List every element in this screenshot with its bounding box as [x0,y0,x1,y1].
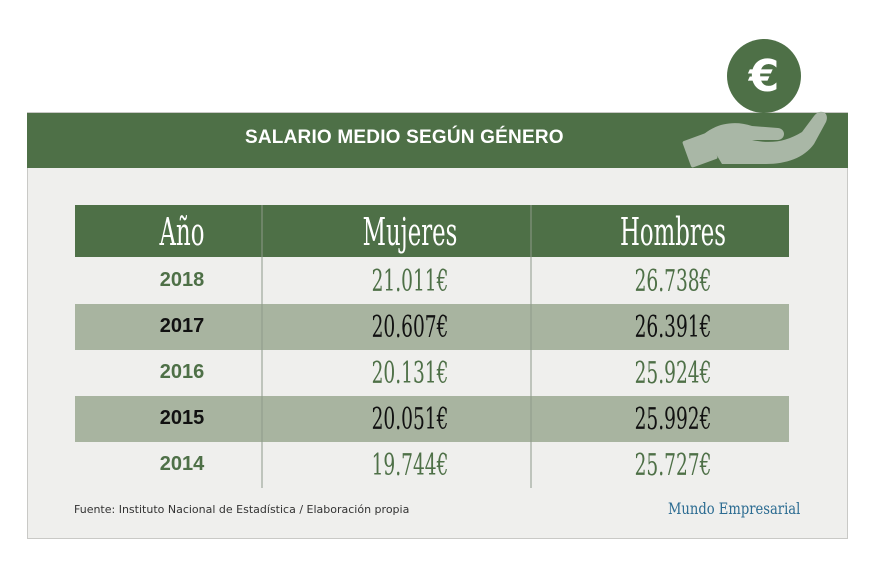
year-cell: 2016 [159,361,205,383]
euro-symbol: € [748,51,780,102]
table-rows [160,263,712,482]
year-cell: 2018 [159,269,205,291]
table-row [160,447,712,482]
open-hand-icon [682,112,827,168]
chart-title: SALARIO MEDIO SEGÚN GÉNERO [245,127,564,148]
men-salary-cell: 26.738€ [634,263,712,299]
source-note: Fuente: Instituto Nacional de Estadística / Elaboración propia [74,503,410,516]
men-salary-cell: 25.727€ [634,447,712,483]
men-salary-cell: 26.391€ [634,309,712,345]
men-salary-cell: 25.924€ [634,355,712,391]
column-header-men: Hombres [620,211,726,255]
column-header-women: Mujeres [362,211,458,255]
year-cell: 2015 [159,407,205,429]
women-salary-cell: 21.011€ [371,263,449,299]
table-row [160,355,712,390]
table-row [160,263,712,298]
women-salary-cell: 20.607€ [371,309,449,345]
brand-logo: Mundo Empresarial [668,499,801,518]
men-salary-cell: 25.992€ [634,401,712,437]
women-salary-cell: 19.744€ [371,447,449,483]
women-salary-cell: 20.131€ [371,355,449,391]
salary-table [75,205,789,488]
year-cell: 2017 [159,315,205,337]
year-cell: 2014 [159,453,205,475]
women-salary-cell: 20.051€ [371,401,449,437]
euro-coin-hand-icon [682,36,832,170]
column-header-year: Año [159,211,205,255]
